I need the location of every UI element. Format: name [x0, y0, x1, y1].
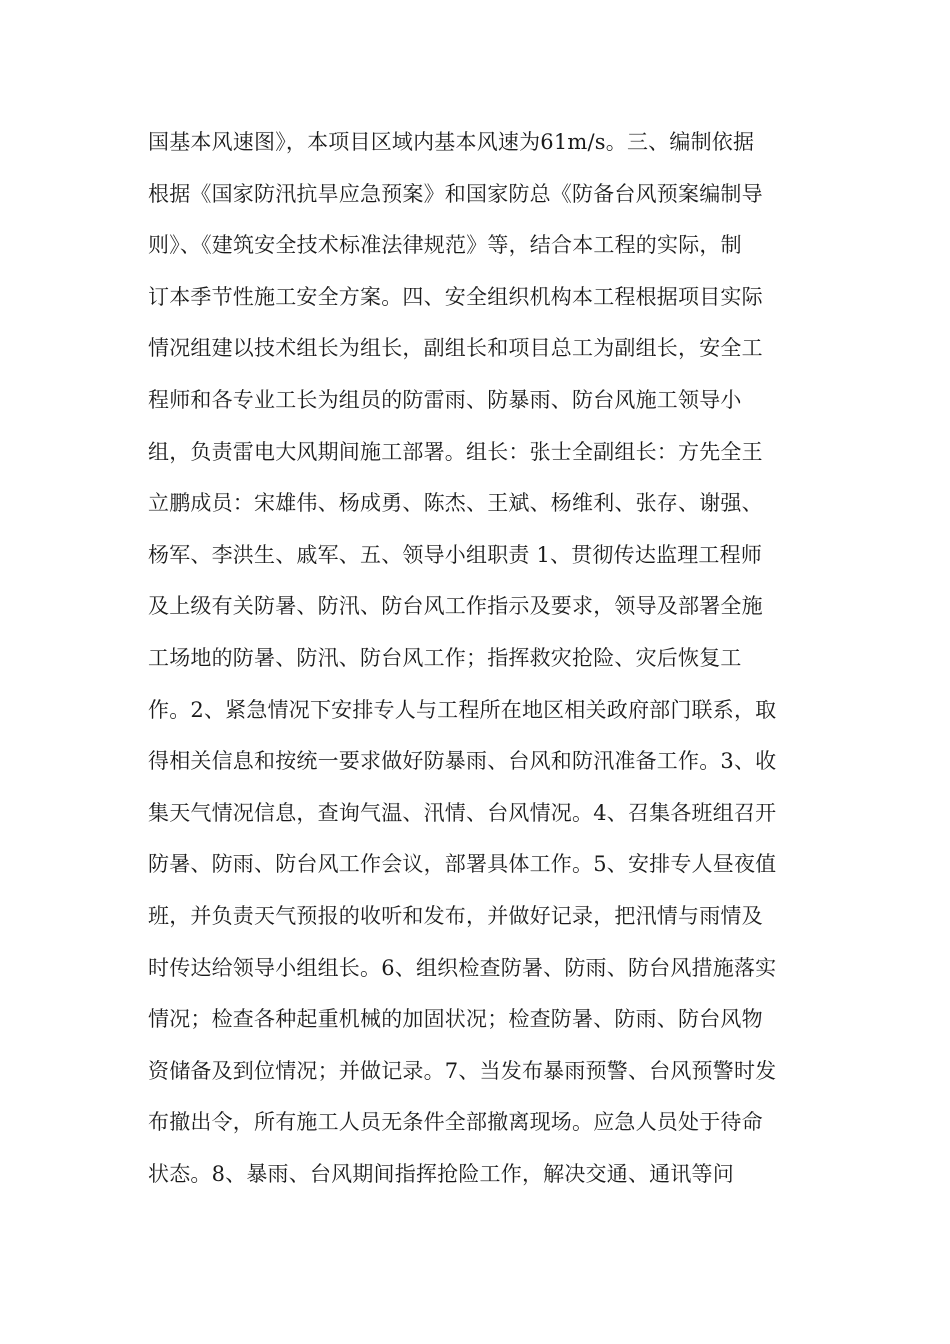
text-line: 防暑、防雨、防台风工作会议，部署具体工作。5、安排专人昼夜值: [148, 852, 777, 877]
text-line: 国基本风速图》，本项目区域内基本风速为61m/s。三、编制依据: [148, 130, 755, 154]
text-line: 订本季节性施工安全方案。四、安全组织机构本工程根据项目实际: [148, 284, 763, 309]
text-line: 状态。8、暴雨、台风期间指挥抢险工作，解决交通、通讯等问: [148, 1161, 734, 1186]
text-line: 作。2、紧急情况下安排专人与工程所在地区相关政府部门联系，取: [148, 697, 777, 722]
body-text: [148, 117, 828, 1200]
text-line: 资储备及到位情况；并做记录。7、当发布暴雨预警、台风预警时发: [148, 1058, 777, 1083]
text-line: 立鹏成员：宋雄伟、杨成勇、陈杰、王斌、杨维利、张存、谢强、: [148, 491, 763, 516]
text-line: 程师和各专业工长为组员的防雷雨、防暴雨、防台风施工领导小: [148, 387, 742, 412]
text-line: 集天气情况信息，查询气温、汛情、台风情况。4、召集各班组召开: [148, 800, 777, 825]
text-line: 则》、《建筑安全技术标准法律规范》等，结合本工程的实际，制: [148, 233, 742, 258]
text-line: 班，并负责天气预报的收听和发布，并做好记录，把汛情与雨情及: [148, 903, 763, 928]
text-line: 布撤出令，所有施工人员无条件全部撤离现场。应急人员处于待命: [148, 1110, 763, 1135]
text-line: 组，负责雷电大风期间施工部署。组长：张士全副组长：方先全王: [148, 439, 763, 464]
text-line: 杨军、李洪生、戚军、五、领导小组职责 1、贯彻传达监理工程师: [148, 542, 763, 567]
text-line: 工场地的防暑、防汛、防台风工作；指挥救灾抢险、灾后恢复工: [148, 645, 742, 670]
text-line: 根据《国家防汛抗旱应急预案》和国家防总《防备台风预案编制导: [148, 181, 763, 206]
text-line: 得相关信息和按统一要求做好防暴雨、台风和防汛准备工作。3、收: [148, 749, 777, 774]
text-line: 及上级有关防暑、防汛、防台风工作指示及要求，领导及部署全施: [148, 594, 763, 619]
text-line: 情况；检查各种起重机械的加固状况；检查防暑、防雨、防台风物: [148, 1007, 763, 1032]
text-line: 情况组建以技术组长为组长，副组长和项目总工为副组长，安全工: [148, 336, 763, 361]
text-line: 时传达给领导小组组长。6、组织检查防暑、防雨、防台风措施落实: [148, 955, 777, 980]
